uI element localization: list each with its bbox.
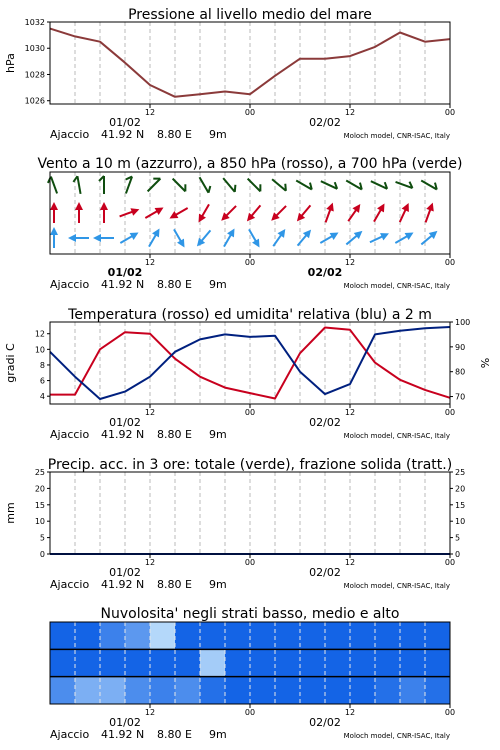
location-name: Ajaccio xyxy=(50,278,90,291)
arrow-head xyxy=(402,201,413,212)
arrow-head xyxy=(227,226,238,237)
arrow-head xyxy=(377,201,388,212)
arrow-head xyxy=(75,202,83,210)
barb-shaft xyxy=(77,176,80,194)
wind-700hpa-barb xyxy=(296,176,314,189)
location-lat: 41.92 N xyxy=(101,728,145,741)
precipitation-chart xyxy=(4,457,465,591)
wind-10m-arrow xyxy=(318,229,340,246)
arrow-head xyxy=(130,205,140,215)
cloud-cell xyxy=(150,649,176,677)
cloud-cell xyxy=(100,677,126,705)
time-tick-label: 12 xyxy=(144,108,156,117)
time-tick-label: 00 xyxy=(244,258,256,267)
cloud-cell xyxy=(300,649,326,677)
time-tick-label: 12 xyxy=(344,408,356,417)
wind-850hpa-arrow xyxy=(371,201,388,223)
cloud-cell xyxy=(375,622,401,650)
y-tick-label: 1028 xyxy=(24,70,45,80)
wind-10m-arrow xyxy=(246,227,263,249)
cloud-cell xyxy=(75,677,101,705)
location-elev: 9m xyxy=(209,128,227,141)
time-tick-label: 00 xyxy=(244,108,256,117)
wind-850hpa-arrow xyxy=(322,201,337,223)
chart-title: Pressione al livello medio del mare xyxy=(128,7,372,23)
date-label: 02/02 xyxy=(309,416,341,429)
cloud-cell xyxy=(425,649,451,677)
arrow-head xyxy=(50,202,58,210)
wind-10m-arrow xyxy=(118,229,140,246)
arrow-head xyxy=(252,239,263,250)
location-name: Ajaccio xyxy=(50,578,90,591)
arrow-head xyxy=(405,229,416,240)
cloud-cell xyxy=(275,622,301,650)
y-tick-label: 25 xyxy=(34,468,45,477)
chart-title: Temperatura (rosso) ed umidita' relativa (blu) a 2 m xyxy=(68,307,432,323)
time-tick-label: 00 xyxy=(244,708,256,717)
cloud-cell xyxy=(400,649,426,677)
y-tick-label: 1032 xyxy=(24,18,45,27)
time-tick-label: 12 xyxy=(344,558,356,567)
time-tick-label: 12 xyxy=(344,708,356,717)
wind-700hpa-barb xyxy=(321,177,339,189)
model-credit: Moloch model, CNR-ISAC, Italy xyxy=(343,432,450,440)
location-lon: 8.80 E xyxy=(157,128,192,141)
cloud-cell xyxy=(250,649,276,677)
y2-tick-label: 10 xyxy=(455,517,466,527)
arrow-head xyxy=(380,230,391,241)
cloud-cell xyxy=(125,677,151,705)
y-tick-label: 10 xyxy=(34,345,45,355)
wind-850hpa-arrow xyxy=(345,202,364,224)
wind-10m-arrow xyxy=(93,234,114,242)
cloud-cell xyxy=(175,677,201,705)
time-tick-label: 12 xyxy=(344,108,356,117)
wind-700hpa-barb xyxy=(144,175,160,191)
cloud-cell xyxy=(325,649,351,677)
cloud-cell xyxy=(375,649,401,677)
wind-chart xyxy=(37,156,462,291)
date-label: 01/02 xyxy=(109,416,141,429)
arrow-head xyxy=(177,239,188,250)
cloud-cell xyxy=(250,677,276,705)
wind-10m-arrow xyxy=(270,227,289,249)
wind-850hpa-arrow xyxy=(100,202,108,223)
y-tick-label: 4 xyxy=(39,392,45,402)
arrow-head xyxy=(50,227,58,235)
date-label: 02/02 xyxy=(309,716,341,729)
location-name: Ajaccio xyxy=(50,428,90,441)
arrow-head xyxy=(155,204,166,215)
cloud-cell xyxy=(75,649,101,677)
cloud-cell xyxy=(200,622,226,650)
location-lon: 8.80 E xyxy=(157,728,192,741)
y2-axis-label: % xyxy=(479,357,492,369)
time-tick-label: 00 xyxy=(244,408,256,417)
y2-tick-label: 80 xyxy=(455,367,466,377)
cloud-cell xyxy=(100,622,126,650)
date-label: 01/02 xyxy=(107,266,143,279)
wind-850hpa-arrow xyxy=(268,203,289,224)
time-tick-label: 00 xyxy=(444,708,456,717)
cloud-cell xyxy=(425,622,451,650)
cloud-cell xyxy=(175,649,201,677)
pressure-chart xyxy=(4,7,455,141)
location-elev: 9m xyxy=(209,278,227,291)
wind-850hpa-arrow xyxy=(118,205,140,220)
location-name: Ajaccio xyxy=(50,128,90,141)
wind-10m-arrow xyxy=(368,230,390,246)
wind-850hpa-arrow xyxy=(244,203,264,224)
cloud-cell xyxy=(250,622,276,650)
location-lat: 41.92 N xyxy=(101,128,145,141)
y-tick-label: 6 xyxy=(39,376,45,386)
y2-tick-label: 20 xyxy=(455,484,466,494)
y2-tick-label: 100 xyxy=(455,318,471,327)
arrow-head xyxy=(167,211,178,222)
wind-700hpa-barb xyxy=(396,177,415,188)
y2-tick-label: 25 xyxy=(455,468,466,477)
y2-tick-label: 90 xyxy=(455,342,466,352)
wind-850hpa-arrow xyxy=(218,203,239,224)
model-credit: Moloch model, CNR-ISAC, Italy xyxy=(343,132,450,140)
cloud-cell xyxy=(350,649,376,677)
chart-title: Nuvolosita' negli strati basso, medio e alto xyxy=(100,606,400,622)
wind-10m-arrow xyxy=(146,226,163,248)
chart-title: Vento a 10 m (azzurro), a 850 hPa (rosso), a 700 hPa (verde) xyxy=(37,156,463,172)
date-label: 01/02 xyxy=(109,116,141,129)
wind-850hpa-arrow xyxy=(167,205,189,222)
time-tick-label: 00 xyxy=(444,558,456,567)
wind-10m-arrow xyxy=(344,228,365,248)
y-tick-label: 15 xyxy=(34,500,45,510)
location-lon: 8.80 E xyxy=(157,428,192,441)
arrow-head xyxy=(93,234,101,242)
arrow-head xyxy=(330,229,341,240)
wind-700hpa-barb xyxy=(121,175,132,194)
y-tick-label: 0 xyxy=(39,550,45,559)
wind-10m-arrow xyxy=(68,234,89,242)
wind-850hpa-arrow xyxy=(75,202,83,223)
barb-shaft xyxy=(51,177,57,194)
location-elev: 9m xyxy=(209,578,227,591)
cloud-cell xyxy=(300,677,326,705)
y2-tick-label: 70 xyxy=(455,392,466,402)
cloud-cell xyxy=(275,677,301,705)
cloud-cell xyxy=(325,622,351,650)
date-label: 01/02 xyxy=(109,566,141,579)
cloud-cell xyxy=(300,622,326,650)
cloud-cell xyxy=(400,622,426,650)
wind-10m-arrow xyxy=(295,227,315,248)
time-tick-label: 12 xyxy=(144,558,156,567)
y-tick-label: 8 xyxy=(39,360,45,370)
cloud-cell xyxy=(225,649,251,677)
date-label: 01/02 xyxy=(109,716,141,729)
cloud-cell xyxy=(200,649,226,677)
cloud-cell xyxy=(100,649,126,677)
wind-850hpa-arrow xyxy=(143,204,165,221)
y-tick-label: 12 xyxy=(34,329,45,339)
barb-shaft xyxy=(346,181,362,190)
barb-shaft xyxy=(200,177,209,193)
location-elev: 9m xyxy=(209,728,227,741)
y2-tick-label: 15 xyxy=(455,500,466,510)
wind-700hpa-barb xyxy=(99,176,104,194)
location-lon: 8.80 E xyxy=(157,578,192,591)
y-tick-label: 1026 xyxy=(24,96,45,106)
y-tick-label: 1030 xyxy=(24,44,45,54)
wind-10m-arrow xyxy=(194,228,214,249)
cloud-cell xyxy=(350,622,376,650)
y2-tick-label: 0 xyxy=(455,550,461,559)
wind-700hpa-barb xyxy=(200,175,213,193)
location-lon: 8.80 E xyxy=(157,278,192,291)
arrow-head xyxy=(100,202,108,210)
wind-850hpa-arrow xyxy=(396,201,412,223)
cloud-cell xyxy=(350,677,376,705)
cloud-cell xyxy=(200,677,226,705)
location-elev: 9m xyxy=(209,428,227,441)
wind-10m-arrow xyxy=(221,226,238,248)
arrow-head xyxy=(130,229,141,240)
y2-tick-label: 5 xyxy=(455,533,461,543)
arrow-head xyxy=(326,201,336,211)
cloud-cell xyxy=(50,677,76,705)
time-tick-label: 12 xyxy=(344,258,356,267)
cloud-cell xyxy=(175,622,201,650)
cloud-cell xyxy=(75,622,101,650)
cloud-cell xyxy=(50,649,76,677)
y-axis-label: mm xyxy=(4,502,17,524)
location-name: Ajaccio xyxy=(50,728,90,741)
wind-10m-arrow xyxy=(419,228,440,248)
date-label: 02/02 xyxy=(309,116,341,129)
wind-10m-arrow xyxy=(50,227,58,248)
wind-700hpa-barb xyxy=(421,176,439,189)
y-axis-label: hPa xyxy=(4,53,17,73)
wind-700hpa-barb xyxy=(371,177,389,189)
time-tick-label: 12 xyxy=(144,408,156,417)
cloud-cell xyxy=(225,622,251,650)
model-credit: Moloch model, CNR-ISAC, Italy xyxy=(343,582,450,590)
time-tick-label: 00 xyxy=(444,108,456,117)
wind-850hpa-arrow xyxy=(422,201,437,223)
arrow-head xyxy=(152,226,163,237)
wind-700hpa-barb xyxy=(73,176,81,195)
chart-title: Precip. acc. in 3 ore: totale (verde), frazione solida (tratt.) xyxy=(47,457,453,473)
cloud-cell xyxy=(425,677,451,705)
cloud-cell xyxy=(400,677,426,705)
y-tick-label: 5 xyxy=(39,533,45,543)
cloud-cell xyxy=(150,677,176,705)
cloud-cell xyxy=(50,622,76,650)
wind-700hpa-barb xyxy=(223,175,238,192)
wind-700hpa-barb xyxy=(346,176,364,189)
temperature-humidity-chart xyxy=(4,307,492,441)
location-lat: 41.92 N xyxy=(101,278,145,291)
barb-shaft xyxy=(296,181,312,190)
cloud-cover-chart xyxy=(50,606,455,741)
cloud-cell xyxy=(125,649,151,677)
y-tick-label: 10 xyxy=(34,517,45,527)
barb-shaft xyxy=(272,179,286,191)
wind-700hpa-barb xyxy=(46,177,57,196)
plot-frame xyxy=(50,172,450,254)
location-lat: 41.92 N xyxy=(101,428,145,441)
time-tick-label: 00 xyxy=(444,258,456,267)
cloud-cell xyxy=(375,677,401,705)
arrow-head xyxy=(68,234,76,242)
date-label: 02/02 xyxy=(307,266,343,279)
y-axis-label: gradi C xyxy=(4,343,17,383)
wind-850hpa-arrow xyxy=(195,202,212,224)
date-label: 02/02 xyxy=(309,566,341,579)
wind-10m-arrow xyxy=(393,229,415,246)
cloud-cell xyxy=(275,649,301,677)
cloud-cell xyxy=(150,622,176,650)
cloud-cell xyxy=(325,677,351,705)
time-tick-label: 12 xyxy=(144,258,156,267)
barb-shaft xyxy=(421,181,437,190)
model-credit: Moloch model, CNR-ISAC, Italy xyxy=(343,282,450,290)
wind-850hpa-arrow xyxy=(294,203,314,224)
wind-850hpa-arrow xyxy=(50,202,58,223)
time-tick-label: 00 xyxy=(244,558,256,567)
plot-frame xyxy=(50,472,450,554)
time-tick-label: 00 xyxy=(444,408,456,417)
cloud-cell xyxy=(225,677,251,705)
plot-frame xyxy=(50,322,450,404)
arrow-head xyxy=(426,201,436,211)
cloud-cell xyxy=(125,622,151,650)
model-credit: Moloch model, CNR-ISAC, Italy xyxy=(343,732,450,740)
plot-frame xyxy=(50,22,450,104)
wind-10m-arrow xyxy=(171,227,188,249)
time-tick-label: 12 xyxy=(144,708,156,717)
location-lat: 41.92 N xyxy=(101,578,145,591)
y-tick-label: 20 xyxy=(34,484,45,494)
